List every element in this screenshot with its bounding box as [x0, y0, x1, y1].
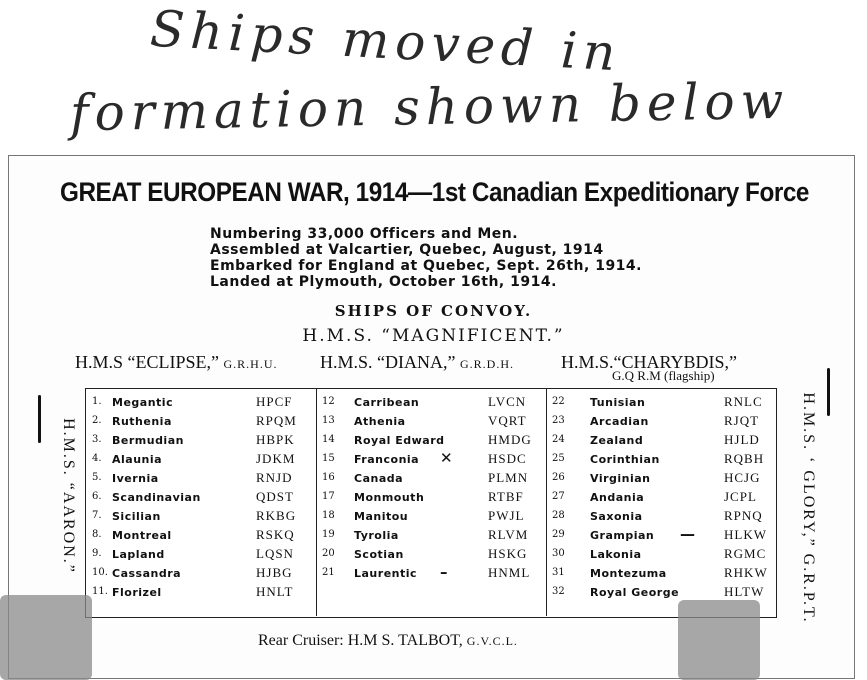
ship-name: Arcadian	[590, 415, 649, 428]
card-tab-left	[38, 395, 41, 443]
ship-name: Alaunia	[112, 453, 163, 466]
convoy-heading: SHIPS OF CONVOY.	[334, 302, 533, 320]
ship-signal-code: RGMC	[724, 546, 767, 561]
rear-cruiser	[258, 632, 518, 650]
escort-eclipse-name: H.M.S “ECLIPSE,”	[75, 352, 219, 372]
card-tab-right	[827, 368, 830, 416]
ship-name: Ivernia	[112, 472, 159, 485]
ship-name: Megantic	[112, 396, 174, 409]
ship-signal-code: VQRT	[488, 413, 527, 428]
ship-number: 26	[552, 472, 565, 483]
right-escort-glory: H.M.S. ‘ GLORY,” G.R.P.T.	[800, 392, 817, 624]
ship-name: Tyrolia	[354, 529, 399, 542]
ship-name: Saxonia	[590, 510, 643, 523]
scan-smudge-left	[0, 595, 92, 680]
ship-number: 9.	[92, 548, 102, 559]
ship-number: 18	[322, 510, 335, 521]
ship-signal-code: QDST	[256, 489, 294, 504]
ship-number: 31	[552, 567, 565, 578]
ship-number: 3.	[92, 434, 102, 445]
ship-signal-code: RPNQ	[724, 508, 763, 523]
rear-cruiser-label: Rear Cruiser:	[258, 632, 344, 649]
ship-number: 30	[552, 548, 565, 559]
ship-number: 22	[552, 396, 565, 407]
ship-signal-code: HNLT	[256, 584, 294, 599]
ship-number: 19	[322, 529, 335, 540]
ship-name: Ruthenia	[112, 415, 172, 428]
ship-number: 24	[552, 434, 565, 445]
ship-name: Corinthian	[590, 453, 660, 466]
ship-name: Grampian	[590, 529, 655, 542]
ship-number: 2.	[92, 415, 102, 426]
handwritten-line-1: Ships moved in	[148, 0, 623, 83]
ship-number: 17	[322, 491, 335, 502]
meta-line-embarked: Embarked for England at Quebec, Sept. 26th, 1914.	[210, 258, 642, 274]
ship-name: Virginian	[590, 472, 651, 485]
ship-name: Zealand	[590, 434, 644, 447]
ship-number: 6.	[92, 491, 102, 502]
ship-name: Tunisian	[590, 396, 646, 409]
ship-signal-code: HBPK	[256, 432, 295, 447]
column-divider-2	[546, 388, 547, 616]
escort-diana-name: H.M.S. “DIANA,”	[320, 352, 456, 372]
ship-name: Sicilian	[112, 510, 161, 523]
escort-eclipse-code: G.R.H.U.	[223, 357, 278, 371]
rear-cruiser-code: G.V.C.L.	[466, 634, 518, 648]
ship-number: 5.	[92, 472, 102, 483]
ship-number: 14	[322, 434, 335, 445]
ship-name: Royal Edward	[354, 434, 445, 447]
ship-signal-code: HPCF	[256, 394, 293, 409]
ship-name: Lapland	[112, 548, 165, 561]
escort-charybdis-code: G.Q R.M	[612, 368, 661, 383]
ship-number: 32	[552, 586, 565, 597]
ship-signal-code: RKBG	[256, 508, 297, 523]
ship-number: 27	[552, 491, 565, 502]
meta-line-landed: Landed at Plymouth, October 16th, 1914.	[210, 274, 557, 290]
escort-charybdis-name: H.M.S.“CHARYBDIS,”	[561, 352, 738, 372]
ship-signal-code: HJLD	[724, 432, 760, 447]
rear-cruiser-ship: H.M S. TALBOT,	[347, 632, 463, 649]
ship-signal-code: RNJD	[256, 470, 293, 485]
ship-signal-code: PWJL	[488, 508, 525, 523]
ship-name: Scotian	[354, 548, 404, 561]
ship-signal-code: RQBH	[724, 451, 765, 466]
ship-name: Franconia	[354, 453, 420, 466]
scan-smudge-right	[678, 600, 760, 680]
ship-number: 20	[322, 548, 335, 559]
ship-name: Cassandra	[112, 567, 182, 580]
handwritten-mark: –	[440, 563, 448, 581]
ship-number: 7.	[92, 510, 102, 521]
ship-name: Montreal	[112, 529, 172, 542]
ship-signal-code: RHKW	[724, 565, 768, 580]
handwritten-note	[0, 0, 867, 150]
ship-number: 16	[322, 472, 335, 483]
ship-signal-code: HNML	[488, 565, 531, 580]
ship-number: 28	[552, 510, 565, 521]
ship-signal-code: JCPL	[724, 489, 757, 504]
ship-number: 4.	[92, 453, 102, 464]
ship-number: 25	[552, 453, 565, 464]
ship-signal-code: JDKM	[256, 451, 296, 466]
ship-number: 11.	[92, 586, 108, 597]
ship-number: 10.	[92, 567, 108, 578]
ship-name: Manitou	[354, 510, 409, 523]
column-divider-1	[316, 388, 317, 616]
ship-number: 12	[322, 396, 335, 407]
escort-charybdis-note: (flagship)	[664, 368, 715, 383]
ship-name: Monmouth	[354, 491, 425, 504]
ship-name: Canada	[354, 472, 404, 485]
ship-name: Royal George	[590, 586, 680, 599]
ship-number: 23	[552, 415, 565, 426]
ship-name: Florizel	[112, 586, 162, 599]
ship-number: 1.	[92, 396, 102, 407]
ship-name: Laurentic	[354, 567, 418, 580]
ship-signal-code: HSKG	[488, 546, 528, 561]
escort-diana-code: G.R.D.H.	[459, 357, 514, 371]
ship-number: 15	[322, 453, 335, 464]
ship-signal-code: RLVM	[488, 527, 529, 542]
ship-signal-code: PLMN	[488, 470, 529, 485]
escort-eclipse	[75, 352, 278, 373]
ship-name: Andania	[590, 491, 645, 504]
lead-escort: H.M.S. “MAGNIFICENT.”	[302, 326, 565, 346]
ship-signal-code: HJBG	[256, 565, 293, 580]
ship-name: Lakonia	[590, 548, 642, 561]
ship-signal-code: HSDC	[488, 451, 527, 466]
handwritten-mark: ✕	[440, 449, 453, 467]
ship-signal-code: HCJG	[724, 470, 761, 485]
ship-signal-code: RJQT	[724, 413, 760, 428]
escort-charybdis-detail	[612, 368, 715, 384]
ship-signal-code: HMDG	[488, 432, 532, 447]
ship-signal-code: RNLC	[724, 394, 763, 409]
ship-name: Bermudian	[112, 434, 184, 447]
ship-name: Scandinavian	[112, 491, 201, 504]
card-title: GREAT EUROPEAN WAR, 1914—1st Canadian Expeditionary Force	[60, 177, 809, 207]
handwritten-line-2: formation shown below	[69, 71, 790, 143]
ship-signal-code: RTBF	[488, 489, 524, 504]
ship-signal-code: RPQM	[256, 413, 297, 428]
ship-signal-code: LQSN	[256, 546, 294, 561]
ship-signal-code: HLTW	[724, 584, 765, 599]
left-escort-aaron: H.M.S. “AARON.”	[60, 418, 77, 574]
ship-signal-code: LVCN	[488, 394, 527, 409]
meta-line-assembled: Assembled at Valcartier, Quebec, August, 1914	[210, 242, 604, 258]
ship-name: Athenia	[354, 415, 406, 428]
ship-number: 29	[552, 529, 565, 540]
ship-number: 21	[322, 567, 335, 578]
ship-signal-code: RSKQ	[256, 527, 295, 542]
escort-diana	[320, 352, 514, 373]
handwritten-mark: —	[680, 525, 695, 543]
meta-line-strength: Numbering 33,000 Officers and Men.	[210, 226, 519, 242]
ship-number: 13	[322, 415, 335, 426]
ship-name: Carribean	[354, 396, 420, 409]
ship-name: Montezuma	[590, 567, 667, 580]
ship-number: 8.	[92, 529, 102, 540]
ship-signal-code: HLKW	[724, 527, 767, 542]
